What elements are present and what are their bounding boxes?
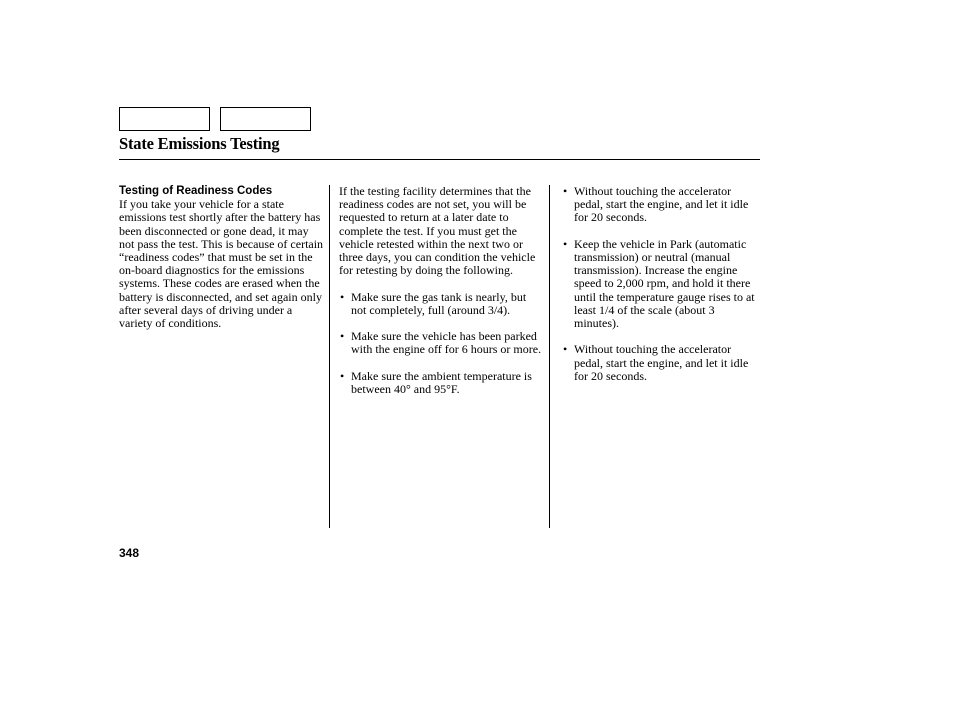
bullet-icon: • bbox=[563, 342, 568, 357]
bullet-icon: • bbox=[563, 236, 568, 251]
bullet-icon: • bbox=[563, 184, 568, 198]
list-item bbox=[339, 291, 544, 317]
column-divider bbox=[549, 185, 550, 528]
column-divider bbox=[329, 185, 330, 528]
list-item-text: Make sure the gas tank is nearly, but not completely, full (around 3/4). bbox=[351, 289, 527, 317]
list-item bbox=[562, 238, 762, 330]
column-2 bbox=[339, 185, 544, 396]
column-3 bbox=[562, 185, 762, 383]
page-title: State Emissions Testing bbox=[119, 134, 280, 153]
list-item bbox=[339, 330, 544, 356]
list-item-text: Make sure the vehicle has been parked with the engine off for 6 hours or more. bbox=[351, 329, 542, 357]
nav-table-of-contents-button[interactable] bbox=[220, 107, 311, 131]
bullet-icon: • bbox=[340, 329, 345, 344]
bullet-icon: • bbox=[340, 368, 345, 383]
retest-paragraph: If the testing facility determines that the readiness codes are not set, you will be requested to return at a later date to complete the test. If you must get the vehicle retested within the next two or three days, you can condition the vehicle for retesting by doing the following. bbox=[339, 184, 536, 278]
intro-paragraph: If you take your vehicle for a state emissions test shortly after the battery has been disconnected or gone dead, it may not pass the test. This is because of certain “readiness codes” that must be set in the on-board diagnostics for the emissions systems. These codes are erased when the battery is disconnected, and set again only after several days of driving under a variety of conditions. bbox=[119, 197, 324, 331]
section-heading: Testing of Readiness Codes bbox=[119, 185, 273, 197]
list-item bbox=[339, 370, 544, 396]
list-item bbox=[562, 343, 762, 383]
list-item bbox=[562, 185, 762, 225]
title-divider bbox=[119, 159, 760, 160]
list-item-text: Without touching the accelerator pedal, start the engine, and let it idle for 20 seconds. bbox=[574, 184, 749, 225]
list-item-text: Keep the vehicle in Park (automatic transmission) or neutral (manual transmission). Increase the engine speed to 2,000 rpm, and hold it there until the temperature gauge rises to at least 1/4 of the scale (about 3 minutes). bbox=[574, 236, 755, 331]
list-item-text: Make sure the ambient temperature is between 40° and 95°F. bbox=[351, 368, 532, 396]
list-item-text: Without touching the accelerator pedal, start the engine, and let it idle for 20 seconds. bbox=[574, 342, 749, 383]
page-number: 348 bbox=[119, 546, 140, 560]
column-1 bbox=[119, 185, 324, 330]
nav-main-menu-button[interactable] bbox=[119, 107, 210, 131]
bullet-icon: • bbox=[340, 289, 345, 304]
